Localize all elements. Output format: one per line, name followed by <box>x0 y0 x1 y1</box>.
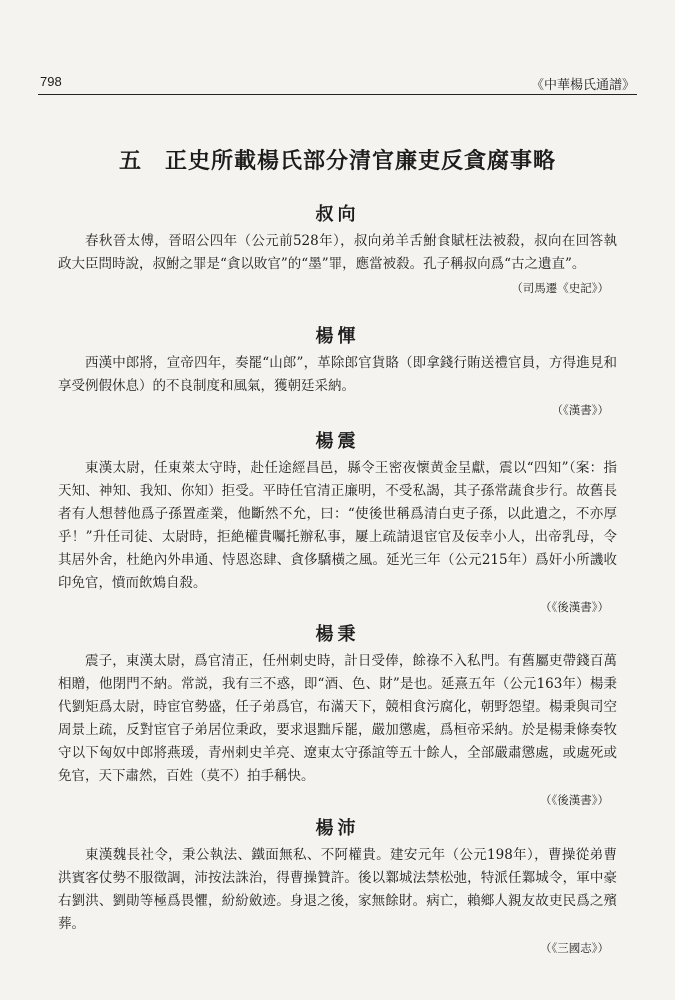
section-body: 東漢太尉，任東萊太守時，赴任途經昌邑，縣令王密夜懷黄金呈獻，震以“四知”（案：指天知、神知、我知、你知）拒受。平時任官清正廉明，不受私謁，其子孫常蔬食步行。故舊長者有人想替他爲子孫置產業，他斷然不允，曰：“使後世稱爲清白吏子孫，以此遺之，不亦厚乎！”升任司徒、太尉時，拒絶權貴囑托辦私事，屢上疏請退宦官及佞幸小人，出帝乳母，令其居外舍，杜絶內外串通、恃恩恣肆、貪侈驕橫之風。延光三年（公元215年）爲奸小所譏收印免官，憤而飲鴆自殺。 <box>58 460 617 591</box>
section-source: （《三國志》） <box>540 941 609 955</box>
section-heading: 楊震 <box>315 431 360 452</box>
section-yang-bing <box>58 620 617 808</box>
book-title: 《中華楊氏通譜》 <box>530 78 635 93</box>
section-body: 東漢魏長社令，秉公執法、鐵面無私、不阿權貴。建安元年（公元198年），曹操從弟曹洪賓客仗勢不服徵調，沛按法誅治，得曹操贊許。後以鄴城法禁松弛，特派任鄴城令，軍中豪右劉洪、劉勛等極爲畏懼，紛紛斂迹。身退之後，家無餘財。病亡，賴鄉人親友故吏民爲之殯葬。 <box>58 847 617 932</box>
section-yang-yun <box>58 322 617 418</box>
section-body: 西漢中郎將，宣帝四年，奏罷“山郎”，革除郎官貨賂（即拿錢行賄送禮官員，方得進見和享受例假休息）的不良制度和風氣，獲朝廷采納。 <box>58 355 617 394</box>
section-source: （《漢書》） <box>551 403 609 417</box>
page-number: 798 <box>40 74 62 89</box>
page-header <box>38 74 637 95</box>
section-body: 震子，東漢太尉，爲官清正，任州刺史時，計日受俸，餘祿不入私門。有舊屬吏帶錢百萬相贈，他閉門不納。常説，我有三不惑，即“酒、色、財”是也。延熹五年（公元163年）楊秉代劉矩爲太尉，時宦官勢盛，任子弟爲官，布滿天下，競相食污腐化，朝野怨望。楊秉與司空周景上疏，反對宦官子弟居位秉政，要求退黜斥罷，嚴加懲處，爲桓帝采納。於是楊秉條奏牧守以下匈奴中郎將燕瑗，青州刺史羊亮、遼東太守孫誼等五十餘人，全部嚴肅懲處，或處死或免官，天下肅然，百姓（莫不）拍手稱快。 <box>58 653 617 784</box>
section-yang-zhen <box>58 427 617 615</box>
section-heading: 叔向 <box>315 204 360 225</box>
section-heading: 楊沛 <box>315 818 360 839</box>
section-body: 春秋晉太傅，晉昭公四年（公元前528年），叔向弟羊舌鮒食賦枉法被殺，叔向在回答執政大臣問時說，叔鮒之罪是“貪以敗官”的“墨”罪，應當被殺。孔子稱叔向爲“古之遺直”。 <box>58 233 617 272</box>
section-source: （《後漢書》） <box>540 600 609 614</box>
chapter-title: 五 正史所載楊氏部分清官廉吏反貪腐事略 <box>118 148 556 174</box>
section-yang-pei <box>58 814 617 956</box>
section-shu-xiang <box>58 200 617 296</box>
section-heading: 楊惲 <box>315 326 360 347</box>
section-heading: 楊秉 <box>315 624 360 645</box>
section-source: （《後漢書》） <box>540 793 609 807</box>
section-source: （司馬遷《史記》） <box>511 281 609 295</box>
